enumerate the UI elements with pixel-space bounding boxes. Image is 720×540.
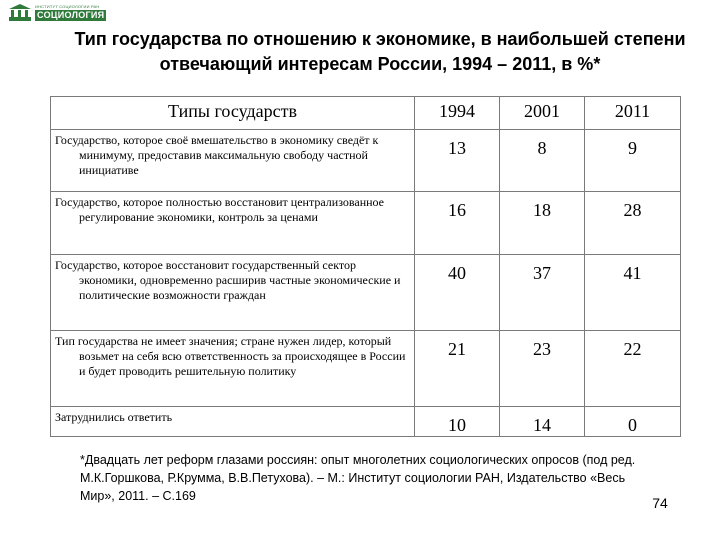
row-type-label: Государство, которое восстановит государственный сектор экономики, одновременно расширив частные экономические и политические возможности граждан bbox=[55, 258, 401, 302]
table-row bbox=[51, 407, 681, 437]
cell-1994: 16 bbox=[415, 192, 500, 255]
cell-1994: 40 bbox=[415, 255, 500, 331]
cell-2011: 0 bbox=[585, 407, 681, 437]
cell-2001: 37 bbox=[500, 255, 585, 331]
source-footnote: *Двадцать лет реформ глазами россиян: опыт многолетних социологических опросов (под ред. М.К.Горшкова, Р.Крумма, В.В.Петухова). – М.: Институт социологии РАН, Издательство «Весь Мир», 2011. – С.169 bbox=[80, 453, 636, 503]
cell-2001: 14 bbox=[500, 407, 585, 437]
header-2001: 2001 bbox=[500, 97, 585, 130]
page-number: 74 bbox=[652, 495, 668, 511]
logo-top-text: ИНСТИТУТ СОЦИОЛОГИИ РАН bbox=[35, 4, 100, 9]
cell-2001: 8 bbox=[500, 130, 585, 192]
logo-building-icon bbox=[8, 3, 32, 23]
cell-1994: 21 bbox=[415, 331, 500, 407]
cell-2011: 41 bbox=[585, 255, 681, 331]
header-1994: 1994 bbox=[415, 97, 500, 130]
row-type-label: Государство, которое своё вмешательство в экономику сведёт к минимуму, предоставив максимальную свободу частной инициативе bbox=[55, 133, 379, 177]
cell-2011: 28 bbox=[585, 192, 681, 255]
cell-2001: 23 bbox=[500, 331, 585, 407]
table-row bbox=[51, 255, 681, 331]
row-type-label: Тип государства не имеет значения; стране нужен лидер, который возьмет на себя всю ответственность за происходящее в России и будет проводить решительную политику bbox=[55, 334, 406, 378]
cell-2011: 9 bbox=[585, 130, 681, 192]
cell-1994: 10 bbox=[415, 407, 500, 437]
header-2011: 2011 bbox=[585, 97, 681, 130]
institute-logo bbox=[8, 2, 114, 24]
header-types: Типы государств bbox=[51, 97, 415, 130]
state-types-table bbox=[50, 96, 681, 437]
cell-2001: 18 bbox=[500, 192, 585, 255]
cell-1994: 13 bbox=[415, 130, 500, 192]
row-type-label: Затруднились ответить bbox=[55, 410, 173, 424]
slide-title: Тип государства по отношению к экономике, в наибольшей степени отвечающий интересам России, 1994 – 2011, в %* bbox=[74, 29, 686, 74]
table-header-row bbox=[51, 97, 681, 130]
table-row bbox=[51, 130, 681, 192]
row-type-label: Государство, которое полностью восстановит централизованное регулирование экономики, контроль за ценами bbox=[55, 195, 385, 224]
logo-main-text: СОЦИОЛОГИЯ bbox=[37, 10, 105, 20]
table-row bbox=[51, 331, 681, 407]
cell-2011: 22 bbox=[585, 331, 681, 407]
table-row bbox=[51, 192, 681, 255]
